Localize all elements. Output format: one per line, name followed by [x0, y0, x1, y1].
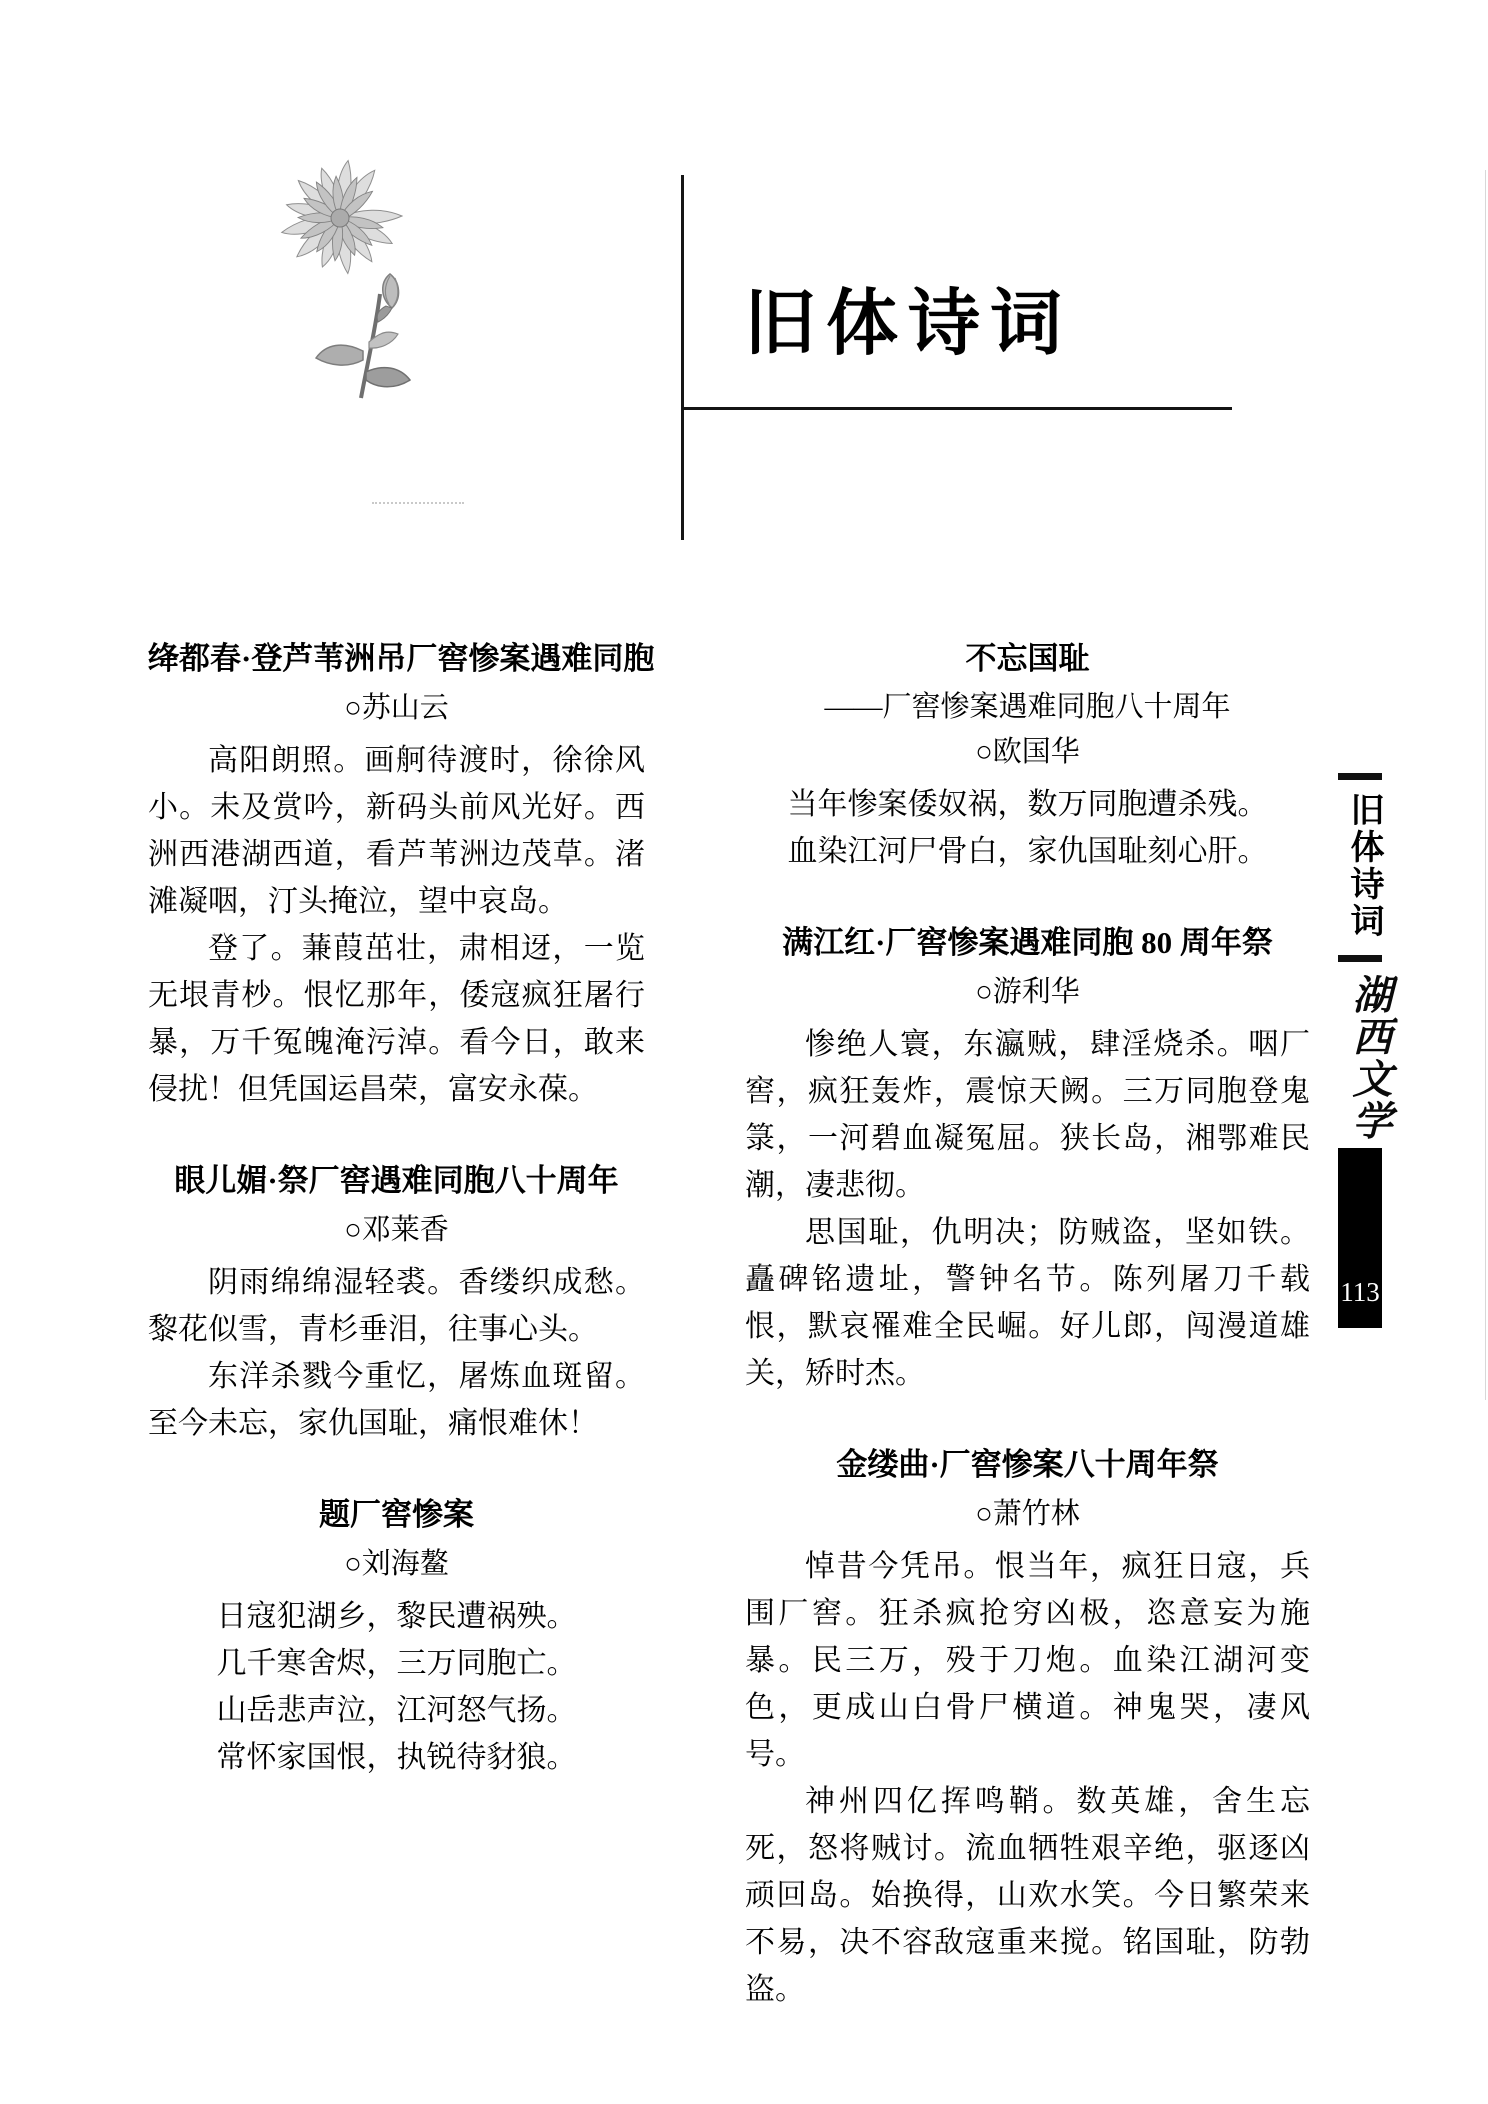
- poem-author: ○邓莱香: [344, 1214, 449, 1246]
- poem: [148, 1493, 645, 1781]
- poem-stanza: 思国耻，仇明决；防贼盗，坚如铁。矗碑铭遗址，警钟名节。陈列屠刀千载恨，默哀罹难全民崛。好儿郎，闯漫道雄关，矫时杰。: [745, 1216, 1310, 1390]
- poem: [745, 637, 1310, 875]
- poem: [148, 637, 655, 1113]
- journal-name-calligraphy: 湖西文学: [1347, 974, 1392, 1142]
- column-right: [745, 637, 1310, 2059]
- poem-line: 常怀家国恨，执锐待豺狼。: [216, 1741, 577, 1774]
- section-heading-underline: [682, 407, 1232, 410]
- poem: [745, 1443, 1310, 2013]
- poem-subtitle: ——厂窖惨案遇难同胞八十周年: [824, 691, 1231, 723]
- flower-caption-marks: [372, 502, 464, 504]
- poem-line: 几千寒舍烬，三万同胞亡。: [216, 1647, 577, 1680]
- page-number-bar: [1338, 1148, 1382, 1328]
- poem-title: 不忘国耻: [965, 641, 1090, 676]
- poem-line: 血染江河尸骨白，家仇国耻刻心肝。: [787, 835, 1268, 868]
- poem: [148, 1159, 645, 1447]
- chrysanthemum-illustration: [268, 146, 473, 406]
- poem-stanza: 东洋杀戮今重忆，屠炼血斑留。至今未忘，家仇国耻，痛恨难休！: [148, 1360, 645, 1440]
- column-left: [148, 637, 655, 1827]
- poem-stanza: 登了。蒹葭茁壮，肃相迓，一览无垠青杪。恨忆那年，倭寇疯狂屠行暴，万千冤魄淹污淖。看今日，敢来侵扰！但凭国运昌荣，富安永葆。: [148, 932, 645, 1106]
- poem-title: 绛都春·登芦苇洲吊厂窖惨案遇难同胞: [148, 641, 655, 676]
- poem-line: 山岳悲声泣，江河怒气扬。: [216, 1694, 577, 1727]
- sidebar-rule-top: [1338, 773, 1382, 780]
- poem-stanza: 悼昔今凭吊。恨当年，疯狂日寇，兵围厂窖。狂杀疯抢穷凶极，恣意妄为施暴。民三万，殁于刀炮。血染江湖河变色，更成山白骨尸横道。神鬼哭，凄风号。: [745, 1550, 1310, 1771]
- poem: [745, 921, 1310, 1397]
- poem-author: ○游利华: [975, 976, 1080, 1008]
- poem-author: ○欧国华: [975, 736, 1080, 768]
- poem-title: 题厂窖惨案: [319, 1497, 474, 1532]
- poem-line: 当年惨案倭奴祸，数万同胞遭杀残。: [787, 788, 1268, 821]
- poem-line: 日寇犯湖乡，黎民遭祸殃。: [216, 1600, 577, 1633]
- poem-author: ○苏山云: [344, 692, 449, 724]
- sidebar-section-label: 旧体诗词: [1345, 792, 1383, 940]
- poem-title: 满江红·厂窖惨案遇难同胞 80 周年祭: [782, 925, 1273, 960]
- poem-author: ○刘海鳌: [344, 1548, 449, 1580]
- poem-stanza: 惨绝人寰，东瀛贼，肆淫烧杀。咽厂窖，疯狂轰炸，震惊天阙。三万同胞登鬼箓，一河碧血凝冤屈。狭长岛，湘鄂难民潮，凄悲彻。: [745, 1028, 1310, 1202]
- section-heading: 旧体诗词: [744, 284, 1073, 364]
- masthead-vertical-rule: [681, 175, 684, 540]
- chrysanthemum-icon: [268, 146, 473, 406]
- sidebar-rule-bottom: [1338, 955, 1382, 962]
- poem-author: ○萧竹林: [975, 1498, 1080, 1530]
- poem-stanza: 高阳朗照。画舸待渡时，徐徐风小。未及赏吟，新码头前风光好。西洲西港湖西道，看芦苇洲边茂草。渚滩凝咽，汀头掩泣，望中哀岛。: [148, 744, 645, 918]
- poem-title: 金缕曲·厂窖惨案八十周年祭: [836, 1447, 1219, 1482]
- poem-stanza: 阴雨绵绵湿轻裘。香缕织成愁。黎花似雪，青杉垂泪，往事心头。: [148, 1266, 645, 1346]
- poem-stanza: 神州四亿挥鸣鞘。数英雄，舍生忘死，怒将贼讨。流血牺牲艰辛绝，驱逐凶顽回岛。始换得，山欢水笑。今日繁荣来不易，决不容敌寇重来搅。铭国耻，防勃盗。: [745, 1785, 1310, 2006]
- page-edge-line: [1485, 170, 1486, 1400]
- page-number: 113: [1340, 1277, 1380, 1307]
- poem-title: 眼儿媚·祭厂窖遇难同胞八十周年: [174, 1163, 619, 1198]
